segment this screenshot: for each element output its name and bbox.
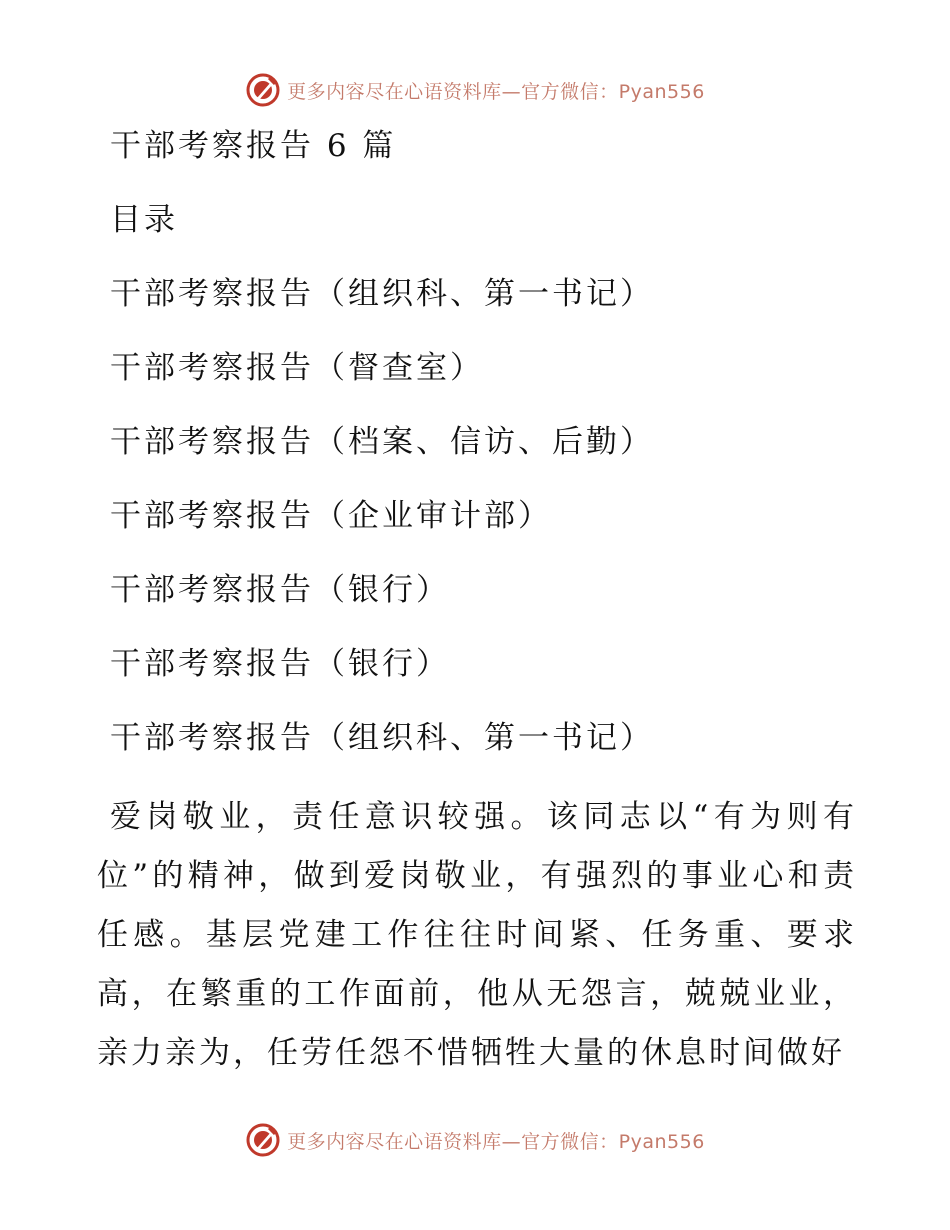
pen-nib-logo-icon [245, 72, 281, 108]
toc-item[interactable]: 干部考察报告（银行） [110, 646, 450, 682]
body-paragraph: 爱岗敬业，责任意识较强。该同志以“有为则有位”的精神，做到爱岗敬业，有强烈的事业心和责任感。基层党建工作往往时间紧、任务重、要求高，在繁重的工作面前，他从无怨言，兢兢业业，亲力亲为，任劳任怨不惜牺牲大量的休息时间做好 [97, 799, 857, 1071]
document-title: 干部考察报告 6 篇 [110, 128, 397, 164]
toc-item[interactable]: 干部考察报告（银行） [110, 572, 450, 608]
header-watermark [0, 68, 950, 112]
watermark-text: 更多内容尽在心语资料库—官方微信：Pyan556 [287, 80, 705, 103]
toc-item[interactable]: 干部考察报告（组织科、第一书记） [110, 720, 654, 756]
watermark-text: 更多内容尽在心语资料库—官方微信：Pyan556 [287, 1130, 705, 1153]
toc-item[interactable]: 干部考察报告（企业审计部） [110, 498, 552, 534]
footer-watermark [0, 1118, 950, 1162]
pen-nib-logo-icon [245, 1122, 281, 1158]
toc-item[interactable]: 干部考察报告（档案、信访、后勤） [110, 424, 654, 460]
toc-heading: 目录 [110, 202, 178, 238]
toc-item[interactable]: 干部考察报告（督查室） [110, 350, 484, 386]
toc-item[interactable]: 干部考察报告（组织科、第一书记） [110, 276, 654, 312]
